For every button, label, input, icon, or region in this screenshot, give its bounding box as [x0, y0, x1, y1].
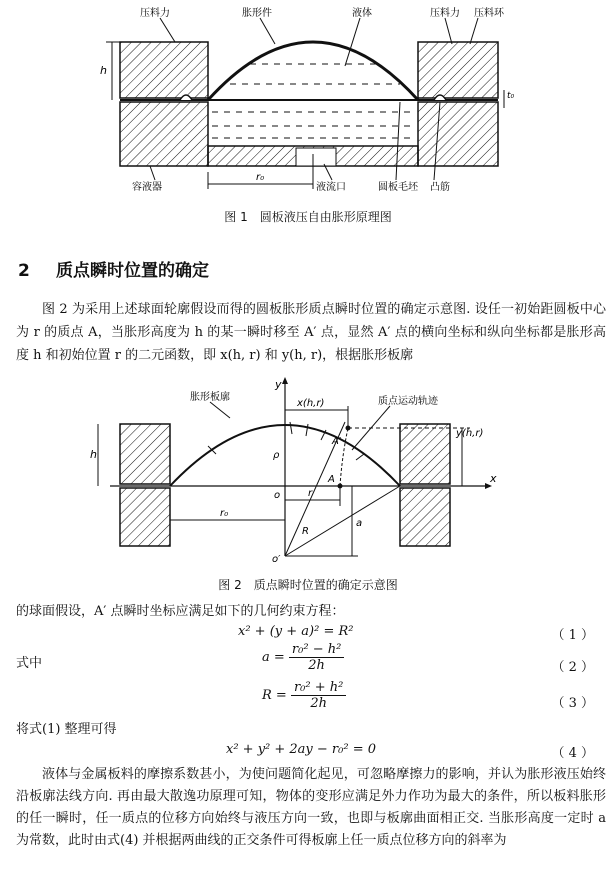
- equation-2-lhs: a =: [262, 650, 285, 665]
- equation-2-number: （ 2 ）: [551, 660, 594, 675]
- section-heading: [18, 256, 209, 281]
- blank-holder-right: [418, 42, 498, 98]
- fig2-block-right: [400, 424, 450, 484]
- equation-3: [262, 680, 346, 711]
- bulge-dome: [208, 42, 418, 100]
- label-shizhong: 式中: [16, 656, 43, 671]
- fig1-label-liquid: 液体: [352, 8, 372, 19]
- equation-2: [262, 642, 344, 673]
- fig2-label-h: h: [90, 448, 97, 461]
- fig2-label-xhr: x(h,r): [297, 398, 325, 409]
- equation-3-numerator: r₀² + h²: [291, 680, 346, 696]
- fig2-label-rho: ρ: [273, 450, 280, 461]
- paragraph-2: 液体与金属板料的摩擦系数甚小，为使问题简化起见，可忽略摩擦力的影响，并认为胀形液压始终沿板廓法线方向. 再由最大散逸功原理可知，物体的变形应满足外力作功为最大的条件，所以板料胀形的任一瞬时，任一质点的位移方向始终与液压方向一致，也即与板廓曲面相正交. 当胀形高度一定时 a 为常数，此时由式(4) 并根据两曲线的正交条件可得板廓上任一质点位移方向的斜率为: [16, 767, 606, 848]
- fig1-label-h: h: [100, 64, 107, 77]
- fig1-label-blank-ring: 压料环: [474, 8, 504, 19]
- fig2-label-x-axis: x: [490, 472, 497, 485]
- section-number: 2: [18, 261, 30, 281]
- paragraph-1: 图 2 为采用上述球面轮廓假设而得的圆板胀形质点瞬时位置的确定示意图. 设任一初始距圆板中心为 r 的质点 A，当胀形高度为 h 的某一瞬时移至 A′ 点，显然 A′ 点的横向坐标和纵向坐标都是胀形高度 h 和初始位置 r 的二元函数，即 x(h, r) 和 y(h, r)，根据胀形板廓: [16, 302, 606, 363]
- text-line-spherical-assumption: 的球面假设，A′ 点瞬时坐标应满足如下的几何约束方程：: [16, 604, 345, 619]
- fig2-label-A-prime: A′: [332, 436, 342, 447]
- equation-3-denominator: 2h: [310, 696, 327, 711]
- figure-2-caption: 图 2 质点瞬时位置的确定示意图: [218, 578, 398, 592]
- equation-4-number: （ 4 ）: [551, 746, 594, 761]
- equation-1: x² + (y + a)² = R²: [238, 624, 354, 639]
- fig1-label-force-left: 压料力: [140, 8, 170, 19]
- text-line-rearrange: 将式(1) 整理可得: [16, 722, 117, 737]
- figure-1-diagram: [100, 4, 520, 194]
- fig2-label-trajectory: 质点运动轨迹: [378, 396, 438, 407]
- fig1-label-force-right: 压料力: [430, 8, 460, 19]
- fig2-label-R: R: [302, 526, 309, 537]
- equation-1-number: （ 1 ）: [551, 628, 594, 643]
- fig1-label-bead: 凸筋: [430, 182, 450, 193]
- fig2-label-y-axis: y: [275, 378, 282, 391]
- blank-holder-left: [120, 42, 208, 98]
- fig2-label-r0: r₀: [220, 508, 229, 519]
- container-left: [120, 102, 208, 166]
- fig1-label-bulge-part: 胀形件: [242, 8, 272, 19]
- equation-4: x² + y² + 2ay − r₀² = 0: [226, 742, 377, 757]
- fig2-label-profile: 胀形板廓: [190, 392, 230, 403]
- equation-3-number: （ 3 ）: [551, 696, 594, 711]
- fig2-label-o-prime: o′: [272, 554, 281, 565]
- fig1-label-t0: t₀: [507, 91, 515, 101]
- fig2-label-A: A: [328, 474, 335, 485]
- fig2-label-a: a: [356, 518, 363, 529]
- figure-1-caption: 图 1 圆板液压自由胀形原理图: [224, 210, 392, 224]
- equation-3-lhs: R =: [262, 688, 287, 703]
- fig1-label-blank: 圆板毛坯: [378, 182, 418, 193]
- fig1-label-r0: r₀: [256, 172, 265, 183]
- fig2-block-left: [120, 424, 170, 484]
- fig2-label-r: r: [308, 488, 313, 499]
- equation-2-fraction: [289, 642, 344, 673]
- equation-3-fraction: [291, 680, 346, 711]
- equation-2-denominator: 2h: [308, 658, 325, 673]
- fig1-label-container: 容液器: [132, 182, 162, 193]
- fig1-label-inlet: 液流口: [316, 182, 346, 193]
- fig2-label-yhr: y(h,r): [456, 428, 484, 439]
- section-title: 质点瞬时位置的确定: [56, 261, 209, 281]
- container-right: [418, 102, 498, 166]
- equation-2-numerator: r₀² − h²: [289, 642, 344, 658]
- figure-2-diagram: [90, 376, 520, 566]
- fig2-label-origin: o: [274, 490, 281, 501]
